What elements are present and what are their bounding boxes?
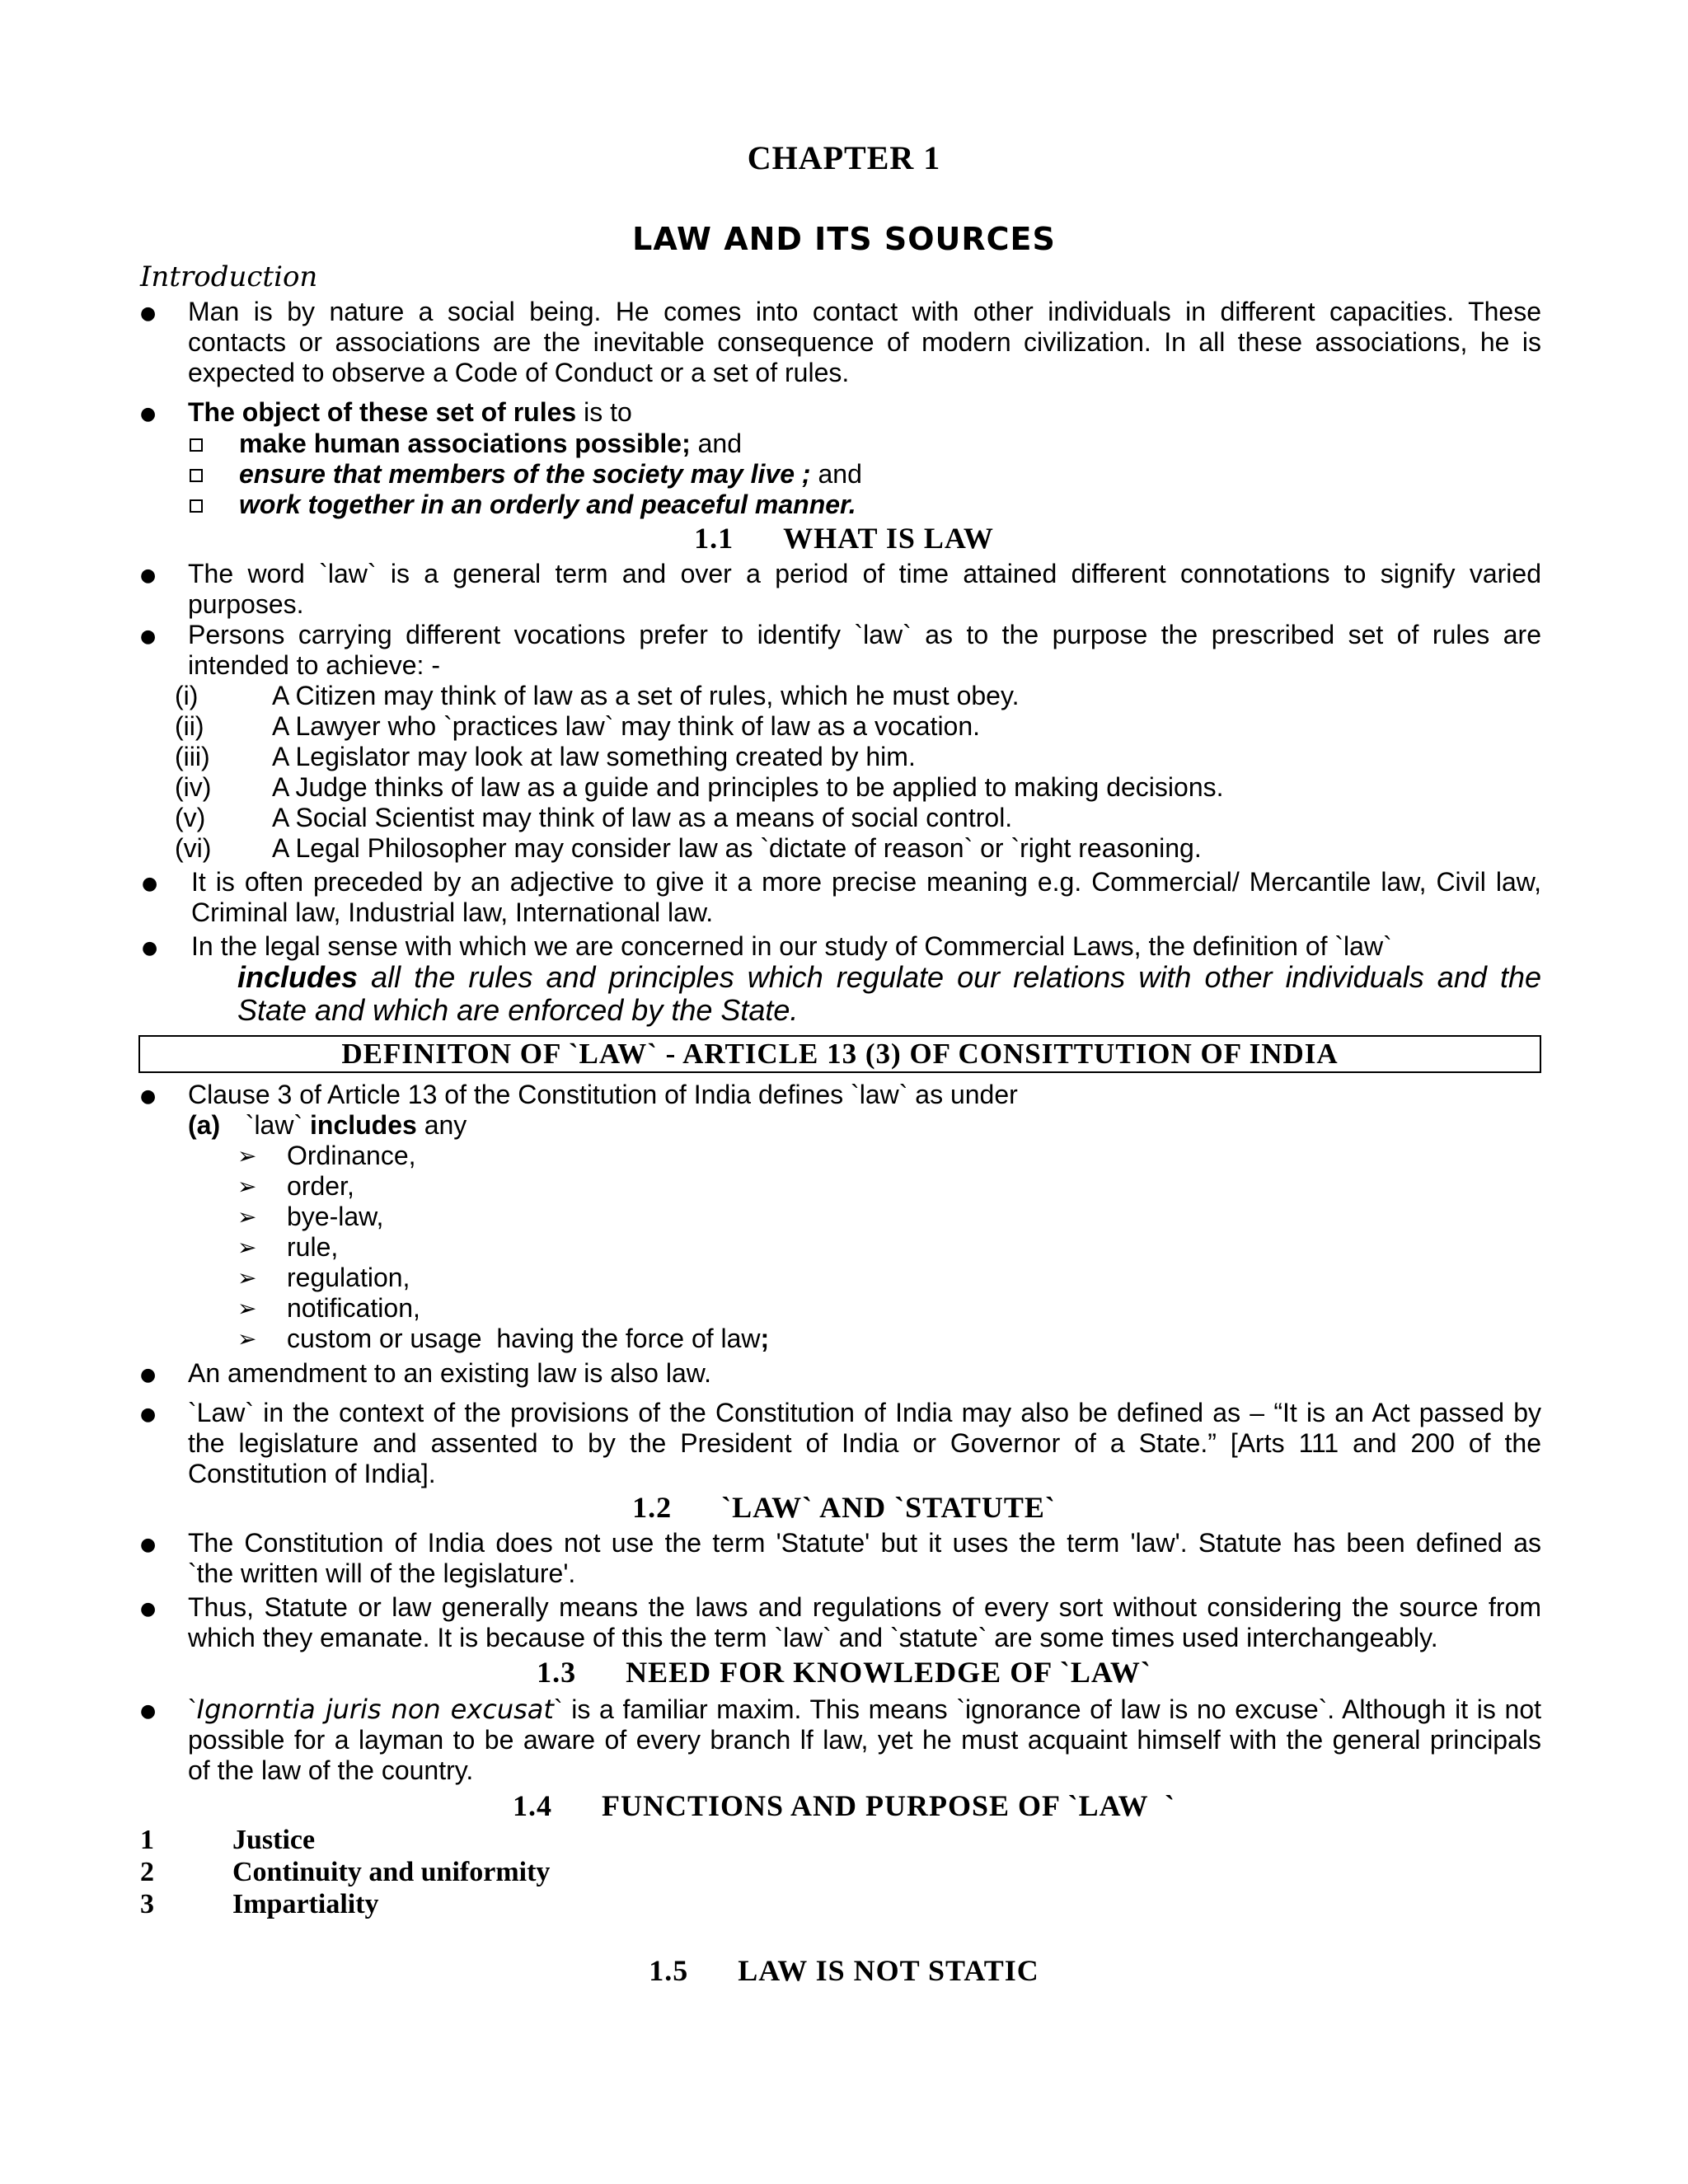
paragraph-line: Man is by nature a social being. He comes into contact with other individuals in different capacities. These (188, 297, 1541, 326)
clause-a-label: (a) (188, 1110, 221, 1140)
paragraph-line: the legislature and assented to by the President of India or Governor of a State.” [Arts 111 and 200 of the (188, 1428, 1541, 1458)
object-item-rest: and (810, 459, 862, 489)
checkbox-square-icon (190, 469, 203, 482)
paragraph-line: Persons carrying different vocations prefer to identify `law` as to the purpose the prescribed set of rules are (188, 620, 1541, 649)
bullet-icon: ● (140, 1599, 157, 1619)
arrow-bullet-icon: ➢ (237, 1325, 257, 1352)
section-heading-1-2: 1.2 `LAW` AND `STATUTE` (632, 1491, 1056, 1524)
object-item-bold: make human associations possible; (239, 429, 691, 458)
arrow-bullet-icon: ➢ (237, 1264, 257, 1291)
paragraph-line: purposes. (188, 589, 304, 619)
chapter-title: CHAPTER 1 (747, 139, 941, 176)
paragraph-line: of the law of the country. (188, 1755, 474, 1785)
paragraph-line: intended to achieve: - (188, 650, 440, 680)
includes-definition (237, 961, 1541, 1027)
object-item-rest: and (690, 429, 743, 458)
checkbox-square-icon (190, 438, 203, 452)
arrow-bullet-icon: ➢ (237, 1173, 257, 1200)
bullet-icon: ● (142, 874, 158, 894)
paragraph-line: It is often preceded by an adjective to give it a more precise meaning e.g. Commercial/ Mercantile law, Civil law, (191, 867, 1541, 897)
paragraph-line: The Constitution of India does not use the term 'Statute' but it uses the term 'law'. Statute has been defined as (188, 1528, 1541, 1558)
section-heading-1-1: 1.1 WHAT IS LAW (694, 522, 994, 555)
arrow-bullet-icon: ➢ (237, 1295, 257, 1322)
paragraph-line: State and which are enforced by the State. (237, 993, 799, 1027)
bullet-icon: ● (140, 626, 157, 647)
paragraph-line: `Law` in the context of the provisions of the Constitution of India may also be defined as – “It is an Act passed by (188, 1398, 1541, 1427)
includes-word: includes (237, 960, 359, 994)
bullet-icon: ● (140, 1701, 157, 1722)
object-lead-rest: is to (576, 397, 632, 427)
document-page: CHAPTER 1 LAW AND ITS SOURCES Introduction ● Man is by nature a social being. He comes into contact with other individuals in different capacities. These contacts or associations are the inevitable consequence of modern civilization. In all these associations, he is expected to observe a Code of Conduct or a set of rules. ● The object of these set of rules is to make human associations possible; and ensure that members of the society may live ; and work together in an orderly and peaceful manner. 1.1 WHAT IS LAW ● The word `law` is a general term and over a period of time attained different connotations to signify varied purposes. ● Persons carrying different vocations prefer to identify `law` as to the purpose the prescribed set of rules are intended to achieve: - (i) A Citizen may think of law as a set of rules, which he must obey. (ii) A Lawyer who `practices law` may think of law as a vocation. (iii) A Legislator may look at law something created by him. (iv) A Judge thinks of law as a guide and principles to be applied to making decisions. (v) A Social Scientist may think of law as a means of social control. (vi) A Legal Philosopher may consider law as `dictate of reason` or `right reasoning. ● It is often preceded by an adjective to give it a more precise meaning e.g. Commercial/ Mercantile law, Civil law, Criminal law, Industrial law, International law. ● In the legal sense with which we are concerned in our study of Commercial Laws, the definition of `law` includes all the rules and principles which regulate our relations with other individuals and the State and which are enforced by the State. DEFINITON OF `LAW` - ARTICLE 13 (3) OF CONSITTUTION OF INDIA ● Clause 3 of Article 13 of the Constitution of India defines `law` as under (a) `law` includes any ➢ Ordinance, ➢ order, ➢ bye-law, ➢ rule, ➢ regulation, ➢ notification, ➢ custom or usage having the force of law; ● An amendment to an existing law is also law. ● `Law` in the context of the provisions of the Constitution of India may also be defined as – “It is an Act passed by the legislature and assented to by the President of India or Governor of a State.” [Arts 111 and 200 of the Constitution of India]. 1.2 `LAW` AND `STATUTE` ● The Constitution of India does not use the term 'Statute' but it uses the term 'law'. Statute has been defined as `the written will of the legislature'. ● Thus, Statute or law generally means the laws and regulations of every sort without considering the source from which they emanate. It is because of this the term `law` and `statute` are some times used interchangeably. 1.3 NEED FOR KNOWLEDGE OF `LAW` ● `Ignorntia juris non excusat` is a familiar maxim. This means `ignorance of law is no excuse`. Although it is not possible for a layman to be aware of every branch lf law, yet he must acquaint himself with the general principals of the law of the country. 1.4 FUNCTIONS AND PURPOSE OF `LAW ` 1 Justice 2 Continuity and uniformity 3 Impartiality 1.5 LAW IS NOT STATIC (0, 0, 1688, 2184)
section-heading-1-4: 1.4 FUNCTIONS AND PURPOSE OF `LAW ` (512, 1789, 1176, 1822)
arrow-bullet-icon: ➢ (237, 1234, 257, 1261)
paragraph-line: expected to observe a Code of Conduct or a set of rules. (188, 358, 850, 387)
intro-label: Introduction (140, 260, 318, 293)
bullet-icon: ● (140, 404, 157, 424)
paragraph-line: possible for a layman to be aware of every branch lf law, yet he must acquaint himself with the general principals (188, 1725, 1541, 1755)
bullet-icon: ● (140, 1535, 157, 1555)
bullet-icon: ● (142, 938, 158, 958)
paragraph-line: contacts or associations are the inevitable consequence of modern civilization. In all these associations, he is (188, 327, 1541, 357)
arrow-bullet-icon: ➢ (237, 1203, 257, 1230)
paragraph-line: Constitution of India]. (188, 1459, 436, 1488)
paragraph-line: `the written will of the legislature'. (188, 1558, 576, 1588)
paragraph-line: The word `law` is a general term and over a period of time attained different connotations to signify varied (188, 559, 1541, 588)
checkbox-square-icon (190, 499, 203, 513)
bullet-icon: ● (140, 303, 157, 324)
object-item-bold: ensure that members of the society may live ; (239, 459, 811, 489)
arrow-bullet-icon: ➢ (237, 1142, 257, 1169)
paragraph-line: which they emanate. It is because of this the term `law` and `statute` are some times used interchangeably. (188, 1623, 1438, 1652)
paragraph-line: An amendment to an existing law is also law. (188, 1358, 711, 1388)
paragraph-line: all the rules and principles which regulate our relations with other individuals and the (358, 960, 1541, 994)
object-lead: The object of these set of rules (188, 397, 577, 427)
object-item-bold: work together in an orderly and peaceful manner. (239, 490, 856, 519)
bullet-icon: ● (140, 1086, 157, 1107)
paragraph-line: Clause 3 of Article 13 of the Constitution of India defines `law` as under (188, 1080, 1018, 1109)
maxim-text: Ignorntia juris non excusat (196, 1694, 554, 1725)
chapter-subtitle: LAW AND ITS SOURCES (632, 221, 1056, 257)
bullet-icon: ● (140, 565, 157, 586)
definition-box-heading: DEFINITON OF `LAW` - ARTICLE 13 (3) OF CONSITTUTION OF INDIA (138, 1035, 1541, 1073)
paragraph-line: Criminal law, Industrial law, International law. (191, 898, 714, 927)
bullet-icon: ● (140, 1365, 157, 1385)
paragraph-line: Thus, Statute or law generally means the laws and regulations of every sort without considering the source from (188, 1592, 1541, 1622)
bullet-icon: ● (140, 1404, 157, 1425)
paragraph-line: In the legal sense with which we are concerned in our study of Commercial Laws, the definition of `law` (191, 931, 1392, 961)
section-heading-1-5: 1.5 LAW IS NOT STATIC (649, 1954, 1039, 1987)
section-heading-1-3: 1.3 NEED FOR KNOWLEDGE OF `LAW` (537, 1656, 1151, 1689)
